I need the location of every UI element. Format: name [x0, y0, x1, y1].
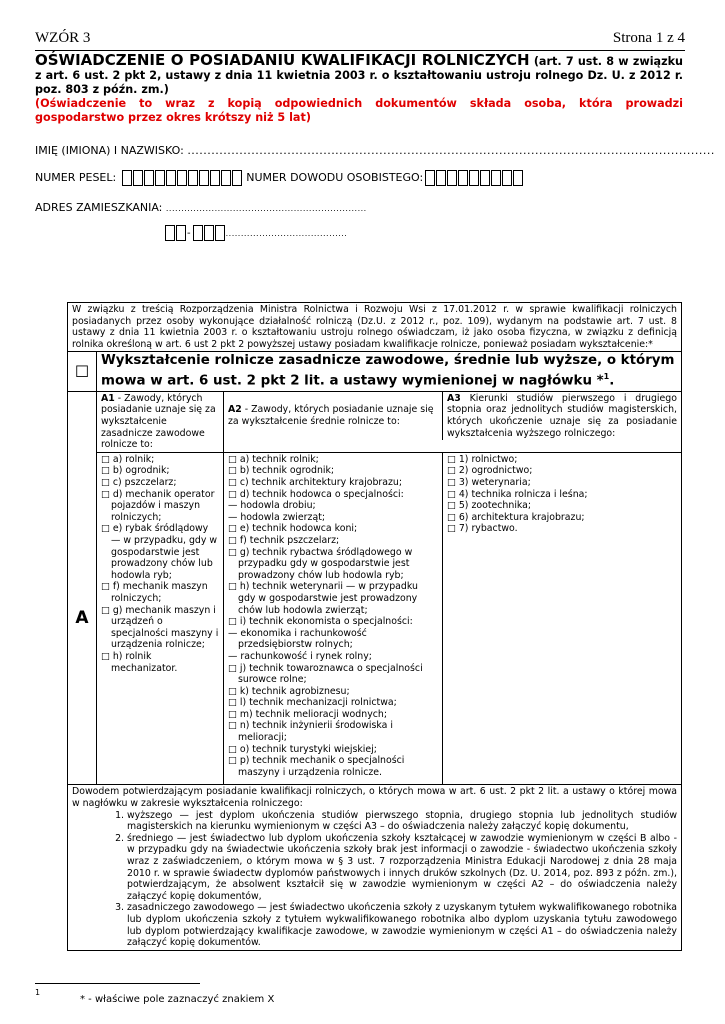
list-item[interactable]: □ d) technik hodowca o specjalności:: [228, 488, 404, 500]
col1-list: [101, 454, 219, 674]
title-main: OŚWIADCZENIE O POSIADANIU KWALIFIKACJI ROLNICZYCH: [35, 51, 530, 69]
name-value[interactable]: ....................................................................................................................................: [187, 144, 715, 157]
form-id: WZÓR 3: [35, 30, 91, 46]
id-label: NUMER DOWODU OSOBISTEGO:: [242, 171, 424, 184]
list-item[interactable]: □ m) technik melioracji wodnych;: [228, 708, 387, 720]
list-item[interactable]: □ i) technik ekonomista o specjalności:: [228, 616, 413, 628]
list-item[interactable]: □ g) mechanik maszyn i urządzeń o specjalności maszyny i urządzenia rolnicze;: [101, 604, 219, 651]
address-value[interactable]: ..................................................................: [165, 204, 367, 213]
proof-item: 1. wyższego — jest dyplom ukończenia studiów pierwszego stopnia, drugiego stopnia lub jednolitych studiów magisterskich na kierunku wymienionym w części A3 – do oświadczenia należy załączyć kopię dokumentu,: [127, 810, 677, 833]
list-item[interactable]: □ o) technik turystyki wiejskiej;: [228, 743, 377, 755]
list-item[interactable]: □ g) technik rybactwa śródlądowego w przypadku gdy w gospodarstwie jest prowadzony chów lub hodowla ryb;: [228, 546, 413, 581]
address-label: ADRES ZAMIESZKANIA:: [35, 201, 166, 214]
proof-item: 2. średniego — jest świadectwo lub dyplom ukończenia szkoły kształcącej w zawodzie wymienionym w części B albo - w przypadku gdy na świadectwie ukończenia szkoły brak jest informacji o zawodzie - świadectwo ukończenia szkoły wraz z zaświadczeniem, o którym mowa w § 3 ust. 7 rozporządzenia Ministra Edukacji Narodowej z dnia 28 maja 2010 r. w sprawie świadectw dyplomów państwowych i innych druków szkolnych (Dz. U. 2014, poz. 893 z późn. zm.), potwierdzającym, że absolwent kształcił się w zawodzie wymienionym w części A2 – do oświadczenia należy załączyć kopię dokumentów,: [127, 833, 677, 903]
list-item: — hodowla zwierząt;: [228, 511, 326, 523]
col3-list-cell: [443, 453, 682, 785]
list-item[interactable]: □ a) rolnik;: [101, 453, 155, 465]
list-item[interactable]: □ k) technik agrobiznesu;: [228, 685, 350, 697]
list-item[interactable]: □ 6) architektura krajobrazu;: [447, 511, 585, 523]
qualification-question: Wykształcenie rolnicze zasadnicze zawodowe, średnie lub wyższe, o którym mowa w art. 6 ust. 2 pkt 2 lit. a ustawy wymienionej w nagłówku *$^1$.: [97, 352, 682, 391]
list-item[interactable]: □ 4) technika rolnicza i leśna;: [447, 488, 588, 500]
col2-list-cell: [224, 453, 443, 785]
page-number: Strona 1 z 4: [612, 30, 685, 46]
col1-list-cell: [97, 452, 224, 785]
list-item[interactable]: □ e) technik hodowca koni;: [228, 523, 358, 535]
list-item[interactable]: □ a) technik rolnik;: [228, 453, 319, 465]
list-item: — ekonomika i rachunkowość przedsiębiorstw rolnych;: [228, 627, 367, 651]
title-legal: (art. 7 ust. 8 w związku z art. 6 ust. 2 pkt 2, ustawy z dnia 11 kwietnia 2003 r. o kształtowaniu ustroju rolnego Dz. U. z 2012 r. poz. 803 z późn. zm.): [35, 55, 684, 96]
list-item[interactable]: □ f) mechanik maszyn rolniczych;: [101, 581, 208, 604]
pesel-label: NUMER PESEL:: [35, 171, 120, 184]
postal-code-field: - ........................................: [163, 225, 347, 241]
address-field: [35, 201, 367, 214]
list-item: — rachunkowość i rynek rolny;: [228, 650, 372, 662]
list-item[interactable]: □ h) rolnik mechanizator.: [101, 650, 178, 674]
list-item[interactable]: □ j) technik towaroznawca o specjalności surowce rolne;: [228, 662, 423, 686]
footnote-number: 1: [35, 988, 41, 997]
list-item[interactable]: □ p) technik mechanik o specjalności maszyny i urządzenia rolnicze.: [228, 755, 405, 778]
list-item[interactable]: □ n) technik inżynierii środowiska i melioracji;: [228, 720, 393, 744]
list-item[interactable]: □ c) pszczelarz;: [101, 477, 177, 488]
id-boxes[interactable]: [425, 170, 524, 186]
list-item[interactable]: □ 5) zootechnika;: [447, 500, 532, 512]
col2-header: A2 - Zawody, których posiadanie uznaje się za wykształcenie średnie rolnicze to:: [224, 392, 443, 440]
list-item[interactable]: □ 3) weterynaria;: [447, 477, 531, 488]
postal-value[interactable]: ........................................: [225, 229, 348, 238]
spacer-cell: [68, 391, 97, 452]
col3-list: [447, 454, 677, 535]
footnote-separator: [35, 983, 200, 984]
qualification-table: [67, 302, 682, 951]
name-label: IMIĘ (IMIONA) I NAZWISKO:: [35, 144, 188, 157]
page-header: [35, 30, 685, 51]
list-item: — hodowla drobiu;: [228, 500, 316, 512]
list-item[interactable]: □ b) ogrodnik;: [101, 465, 170, 477]
intro-cell: W związku z treścią Rozporządzenia Ministra Rolnictwa i Rozwoju Wsi z 17.01.2012 r. w sprawie kwalifikacji rolniczych posiadanych przez osoby wykonujące działalność rolniczą (Dz.U. z 2012 r., poz. 109), wydanym na podstawie art. 7 ust. 8 ustawy z dnia 11 kwietnia 2003 r. o kształtowaniu ustroju rolnego oświadczam, iż jako osoba fizyczna, w związku z definicją rolnika określoną w art. 6 ust 2 pkt 2 powyższej ustawy posiadam kwalifikacje rolnicze, ponieważ posiadam wykształcenie:*: [68, 303, 682, 352]
col1-header: A1 - Zawody, których posiadanie uznaje się za wykształcenie zasadnicze zawodowe rolnicze to:: [97, 391, 224, 452]
title-note: (Oświadczenie to wraz z kopią odpowiednich dokumentów składa osoba, która prowadzi gospodarstwo przez okres krótszy niż 5 lat): [35, 97, 683, 124]
list-item[interactable]: □ e) rybak śródlądowy — w przypadku, gdy w gospodarstwie jest prowadzony chów lub hodowla ryb;: [101, 523, 218, 581]
list-item[interactable]: □ 7) rybactwo.: [447, 523, 518, 535]
footnote-text: * - właściwe pole zaznaczyć znakiem X: [80, 994, 275, 1005]
postal-boxes-2[interactable]: [193, 225, 226, 241]
col2-list: [228, 454, 438, 779]
proof-list: [72, 810, 677, 949]
name-field: [35, 144, 715, 157]
list-item[interactable]: □ 2) ogrodnictwo;: [447, 465, 533, 477]
qualification-checkbox[interactable]: ☐: [68, 352, 97, 391]
list-item[interactable]: □ b) technik ogrodnik;: [228, 465, 335, 477]
document-title: [35, 53, 683, 125]
col3-header: A3 Kierunki studiów pierwszego i drugiego stopnia oraz jednolitych studiów magisterskich, których ukończenie uznaje się za posiadanie wykształcenia wyższego rolniczego:: [447, 392, 677, 439]
pesel-field: [35, 170, 524, 186]
list-item[interactable]: □ f) technik pszczelarz;: [228, 534, 340, 546]
header-split: [224, 391, 682, 452]
list-item[interactable]: □ h) technik weterynarii — w przypadku gdy w gospodarstwie jest prowadzony chów lub hodowla zwierząt;: [228, 581, 418, 616]
proof-item: 3. zasadniczego zawodowego — jest świadectwo ukończenia szkoły z uzyskanym tytułem wykwalifikowanego robotnika lub dyplom ukończenia szkoły z tytułem wykwalifikowanego robotnika albo dyplom uzyskania tytułu zawodowego lub dyplom potwierdzający kwalifikacje zawodowe, w zawodzie wymienionym w części A1 – do oświadczenia należy załączyć kopię dokumentów.: [127, 902, 677, 948]
list-item[interactable]: □ 1) rolnictwo;: [447, 453, 518, 465]
section-letter: A: [68, 452, 97, 785]
list-item[interactable]: □ l) technik mechanizacji rolnictwa;: [228, 697, 397, 709]
postal-boxes-1[interactable]: [165, 225, 187, 241]
proof-cell: [68, 785, 682, 950]
list-item[interactable]: □ c) technik architektury krajobrazu;: [228, 477, 403, 488]
list-split: [224, 452, 682, 785]
list-item[interactable]: □ d) mechanik operator pojazdów i maszyn rolniczych;: [101, 488, 215, 523]
pesel-boxes[interactable]: [122, 170, 243, 186]
proof-intro: Dowodem potwierdzającym posiadanie kwalifikacji rolniczych, o których mowa w art. 6 ust. 2 pkt 2 lit. a ustawy o której mowa w nagłówku w zakresie wykształcenia rolniczego:: [72, 786, 677, 810]
